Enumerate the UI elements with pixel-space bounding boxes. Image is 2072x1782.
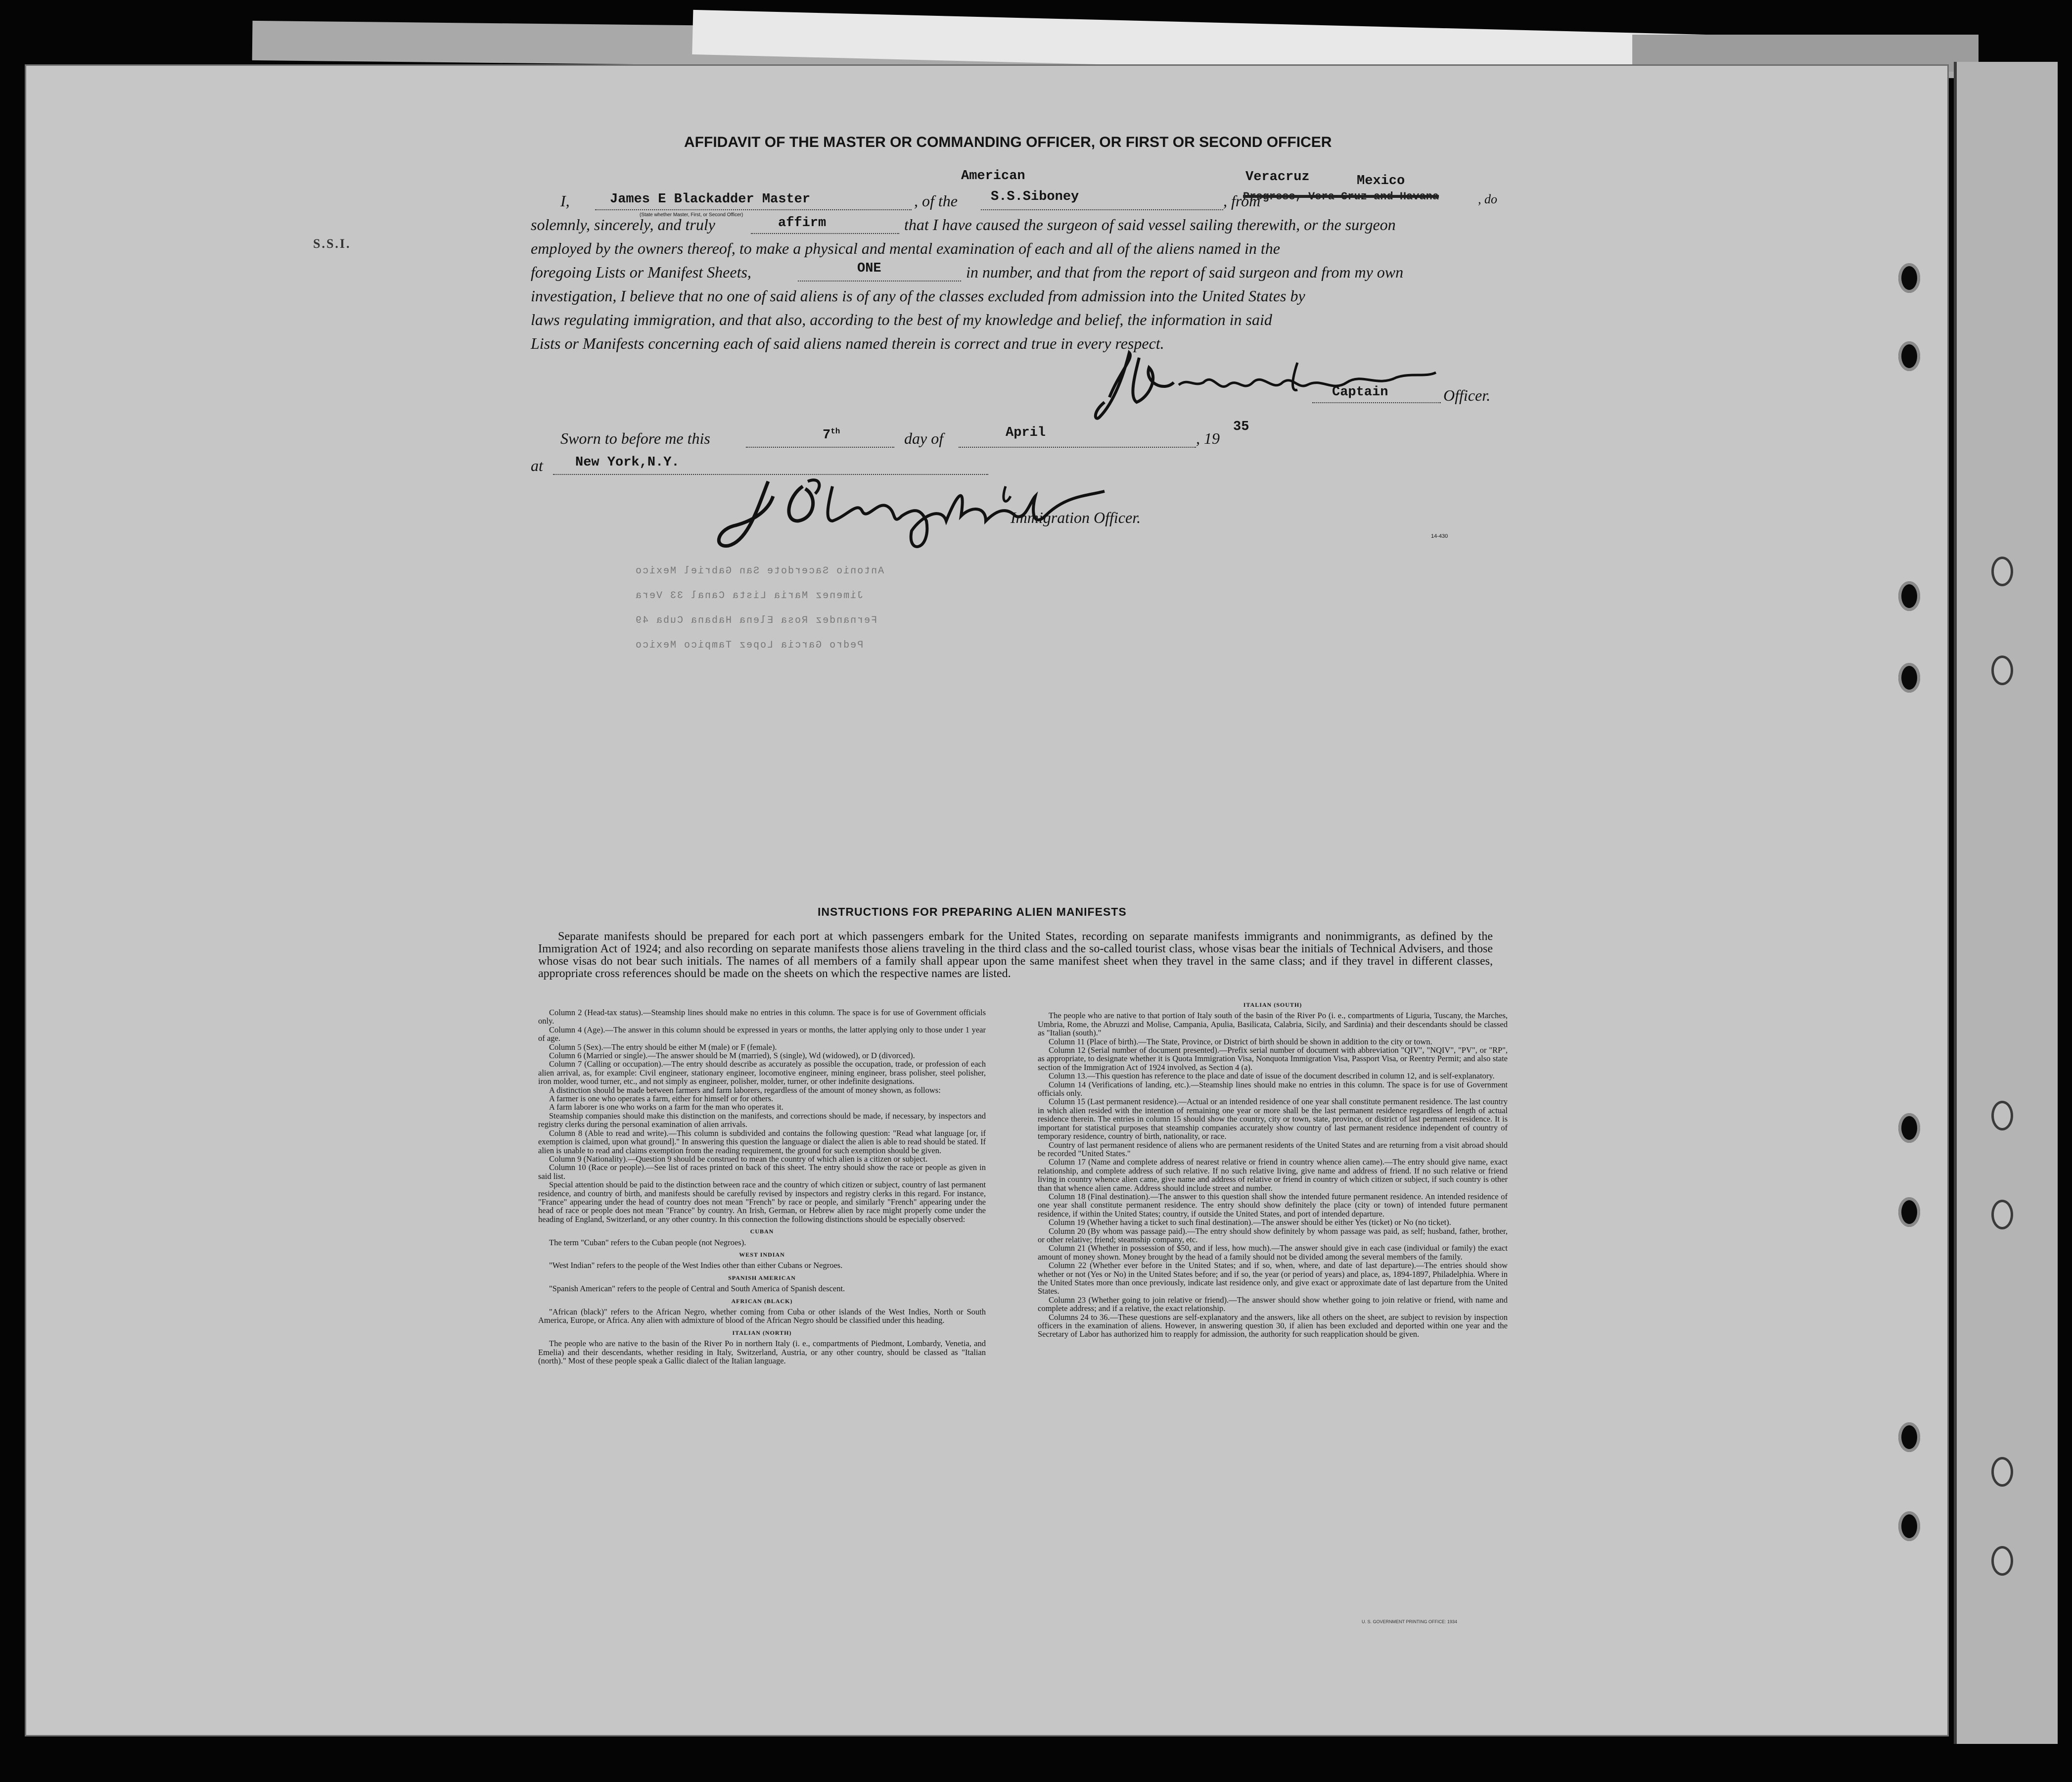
day-underline [746, 447, 894, 448]
day-value [823, 427, 840, 443]
right-para: Column 14 (Verifications of landing, etc.).—Steamship lines should make no entries in this column. The space is for use of Government officials only. [1038, 1079, 1508, 1098]
right-para: Column 20 (By whom was passage paid).—The entry should show definitely by whom passage was paid, as self; husband, father, brother, or other relative; friend; steamship company, etc. [1038, 1226, 1508, 1244]
of-the-label: , of the [914, 192, 958, 210]
binder-ring [1991, 656, 2013, 685]
binder-spine [1954, 62, 2058, 1744]
day-suffix: th [830, 427, 840, 436]
pre-name: I, [560, 192, 570, 210]
oath-value: affirm [778, 216, 827, 231]
bleedthrough-line-2: Jimenez Maria Lista Canal 33 Vera [635, 590, 864, 602]
right-para: Column 23 (Whether going to join relative or friend).—The answer should show whether going to join relative or friend, with name and complete address; and if a relative, the exact relationship. [1038, 1295, 1508, 1313]
instructions-right-column [1038, 1001, 1508, 1339]
left-para: A distinction should be made between farmers and farm laborers, regardless of the amount of money shown, as follows: [549, 1085, 941, 1095]
left-para: Column 8 (Able to read and write).—This column is subdivided and contains the following question: "Read what language [or, if exemption is claimed, upon what ground]." In answering this question the language or dialect the alien is able to read should be stated. If alien is unable to read and claims exemption from the reading requirement, the ground for such exemption should be given. [538, 1128, 986, 1155]
manifest-sheet [25, 64, 1949, 1736]
vessel-underline [981, 209, 1223, 210]
margin-mark: S.S.I. [313, 236, 351, 251]
port-value-2: Mexico [1357, 174, 1405, 188]
left-para: Special attention should be paid to the distinction between race and the country of which citizen or subject, country of last permanent residence, and country of birth, and manifests should be carefully revised by inspectors and registry clerks in this regard. For instance, "France" appearing under the head of country does not mean "French" by race or people, and similarly "French" appearing under the head of race or people does not mean "France" by country. An Irish, German, or Hebrew alien by race might properly come under the heading of England, Switzerland, or any other country. In this connection the following distinctions should be especially observed: [538, 1180, 986, 1224]
binder-ring [1991, 1546, 2013, 1576]
name-underline [595, 209, 912, 210]
right-para: Country of last permanent residence of aliens who are permanent residents of the United States and are returning from a visit abroad should be recorded "United States." [1038, 1140, 1508, 1158]
punch-hole [1898, 1511, 1920, 1541]
spanish-american-heading: SPANISH AMERICAN [728, 1274, 796, 1281]
at-label: at [531, 457, 543, 474]
officer-label: Officer. [1443, 386, 1491, 404]
month-value: April [1006, 425, 1046, 440]
nationality-value: American [961, 169, 1025, 184]
binder-ring [1991, 1457, 2013, 1487]
italian-south-heading: ITALIAN (SOUTH) [1243, 1001, 1302, 1008]
rank-hint: (State whether Master, First, or Second Officer) [640, 212, 743, 218]
sheets-value: ONE [857, 261, 881, 276]
spanish-american-text: "Spanish American" refers to the people of Central and South America of Spanish descent. [549, 1284, 845, 1294]
african-text: "African (black)" refers to the African Negro, whether coming from Cuba or other islands of the West Indies, North or South America, Europe, or Africa. Any alien with admixture of blood of the African Negro should be classified under this heading. [538, 1307, 986, 1325]
month-underline [959, 447, 1196, 448]
day-of-label: day of [904, 429, 944, 447]
west-indian-heading: WEST INDIAN [739, 1251, 785, 1258]
west-indian-text: "West Indian" refers to the people of the West Indies other than either Cubans or Negroes. [549, 1261, 843, 1270]
master-name: James E Blackadder Master [610, 192, 811, 207]
place-value: New York,N.Y. [575, 455, 680, 470]
do-label: , do [1478, 192, 1497, 206]
officer-rank: Captain [1332, 385, 1388, 400]
year-prefix: , 19 [1196, 429, 1220, 447]
right-para: Column 19 (Whether having a ticket to such final destination).—The answer should be either Yes (ticket) or No (no ticket). [1049, 1218, 1451, 1227]
affidavit-line3: employed by the owners thereof, to make a physical and mental examination of each and all of the aliens named in the [531, 239, 1280, 257]
bleedthrough-line-1: Antonio Sacerdote San Gabriel Mexico [635, 565, 884, 577]
from-label: , from [1223, 192, 1261, 210]
left-para: Column 5 (Sex).—The entry should be either M (male) or F (female). [549, 1042, 777, 1052]
instructions-intro: Separate manifests should be prepared for each port at which passengers embark for the United States, recording on separate manifests immigrants and nonimmigrants, as defined by the Immigration Act of 1924; and also recording on separate manifests those aliens traveling in the third class and the so-called tourist class, whose visas bear the initials of Technical Advisers, and those whose visas do not bear such initials. The names of all members of a family shall appear upon the same manifest sheet when they travel in the same class; and if they travel in different classes, appropriate cross references should be made on the sheets on which the respective names are listed. [538, 930, 1493, 980]
port-value-1: Veracruz [1245, 170, 1310, 185]
cuban-text: The term "Cuban" refers to the Cuban people (not Negroes). [549, 1237, 746, 1247]
right-para: The people who are native to that portion of Italy south of the basin of the River Po (i. e., compartments of Liguria, Tuscany, the Marches, Umbria, Rome, the Abruzzi and Molise, Campania, Apulia, Basilicata, Calabria, Sicily, and Sardinia) and their descendants should be classed as "Italian (south)." [1038, 1011, 1508, 1038]
immigration-officer-label: Immigration Officer. [1011, 509, 1141, 526]
instructions-left-column [538, 1008, 986, 1365]
punch-hole [1898, 341, 1920, 371]
left-para: Column 6 (Married or single).—The answer should be M (married), S (single), Wd (widowed), or D (divorced). [549, 1051, 915, 1061]
master-signature [1090, 343, 1446, 427]
italian-north-heading: ITALIAN (NORTH) [732, 1329, 792, 1336]
bleedthrough-line-4: Pedro Garcia Lopez Tampico Mexico [635, 640, 864, 651]
cuban-heading: CUBAN [750, 1228, 774, 1235]
right-para: Columns 24 to 36.—These questions are self-explanatory and the answers, like all others on the sheet, are subject to revision by inspection officers in the examination of aliens. However, in answering question 30, if alien has been excluded and deported within one year and the Secretary of Labor has authorized him to reapply for admission, the authority for such reapplication should be given. [1038, 1312, 1508, 1339]
left-para: Column 9 (Nationality).—Question 9 should be construed to mean the country of which alien is a citizen or subject. [549, 1154, 928, 1164]
affidavit-line7: Lists or Manifests concerning each of said aliens named therein is correct and true in every respect. [531, 334, 1164, 352]
right-para: Column 12 (Serial number of document presented).—Prefix serial number of document with abbreviation "QIV", "NQIV", "PV", or "RP", as appropriate, to designate whether it is Quota Immigration Visa, Nonquota Immigration Visa, Passport Visa, or Reentry Permit; and also state section of the Immigration Act of 1924 involved, as Section 4 (a). [1038, 1045, 1508, 1072]
vessel-name: S.S.Siboney [991, 189, 1079, 204]
printer-note: U. S. GOVERNMENT PRINTING OFFICE: 1934 [1362, 1619, 1457, 1624]
bleedthrough-line-3: Fernandez Rosa Elena Habana Cuba 49 [635, 615, 877, 626]
left-para: A farm laborer is one who works on a farm for the man who operates it. [549, 1102, 783, 1112]
year-value: 35 [1233, 420, 1249, 434]
line4-post: in number, and that from the report of said surgeon and from my own [966, 263, 1404, 281]
punch-hole [1898, 581, 1920, 611]
punch-hole [1898, 1197, 1920, 1227]
left-para: Steamship companies should make this distinction on the manifests, and corrections should be made, if necessary, by inspectors and registry clerks during the personal examination of alien arrivals. [538, 1111, 986, 1129]
port-struck: Progreso, Vera Cruz and Havana [1243, 190, 1439, 203]
left-para: A farmer is one who operates a farm, either for himself or for others. [549, 1094, 774, 1104]
punch-hole [1898, 663, 1920, 693]
affidavit-line5: investigation, I believe that no one of said aliens is of any of the classes excluded from admission into the United States by [531, 287, 1305, 305]
left-para: Column 4 (Age).—The answer in this column should be expressed in years or months, the latter applying only to those under 1 year of age. [538, 1025, 986, 1043]
african-heading: AFRICAN (BLACK) [731, 1297, 793, 1305]
right-para: Column 15 (Last permanent residence).—Actual or an intended residence of one year shall constitute permanent residence. The last country in which alien resided with the intention of remaining one year or more shall be the last permanent residence regardless of length of actual residence therein. The entries in column 15 should show the country, city or town, state, province, or district of last permanent residence. It is important for statistical purposes that steamship companies accurately show country of last permanent residence independent of country of temporary residence, country of birth, nationality, or race. [1038, 1097, 1508, 1141]
affidavit-line6: laws regulating immigration, and that also, according to the best of my knowledge and belief, the information in said [531, 311, 1272, 328]
right-para: Column 11 (Place of birth).—The State, Province, or District of birth should be shown in addition to the city or town. [1049, 1036, 1432, 1046]
left-para: Column 7 (Calling or occupation).—The entry should describe as accurately as possible the occupation, trade, or profession of each alien arrival, as, for example: Civil engineer, stationary engineer, locomotive engineer, mining engineer, brass polisher, steel polisher, iron molder, wood turner, etc., and not simply as engineer, polisher, molder, turner, or other indefinite designations. [538, 1059, 986, 1086]
right-para: Column 13.—This question has reference to the place and date of issue of the document described in column 12, and is self-explanatory. [1049, 1071, 1495, 1081]
day-number: 7 [823, 428, 831, 443]
line2-post: that I have caused the surgeon of said vessel sailing therewith, or the surgeon [904, 216, 1396, 234]
right-para: Column 21 (Whether in possession of $50, and if less, how much).—The answer should give in each case (individual or family) the exact amount of money shown. Money brought by the head of a family should not be divided among the several members of the family. [1038, 1243, 1508, 1262]
punch-hole [1898, 1422, 1920, 1452]
binder-ring [1991, 1200, 2013, 1229]
left-para: Column 10 (Race or people).—See list of races printed on back of this sheet. The entry should show the race or people as given in said list. [538, 1163, 986, 1181]
binder-ring [1991, 557, 2013, 586]
form-number: 14-430 [1431, 533, 1448, 539]
punch-hole [1898, 1113, 1920, 1143]
punch-hole [1898, 263, 1920, 293]
line2-pre: solemnly, sincerely, and truly [531, 216, 715, 234]
right-para: Column 18 (Final destination).—The answer to this question shall show the intended future permanent residence. An intended residence of one year shall constitute permanent residence. The entry should show definitely the place (city or town) of intended future permanent residence, if within the United States; country, if outside the United States, and port of intended departure. [1038, 1191, 1508, 1219]
affidavit-title: AFFIDAVIT OF THE MASTER OR COMMANDING OFFICER, OR FIRST OR SECOND OFFICER [684, 134, 1332, 150]
binder-ring [1991, 1101, 2013, 1130]
sworn-pre: Sworn to before me this [560, 429, 710, 447]
instructions-title: INSTRUCTIONS FOR PREPARING ALIEN MANIFESTS [818, 905, 1127, 918]
line4-pre: foregoing Lists or Manifest Sheets, [531, 263, 751, 281]
right-para: Column 22 (Whether ever before in the United States; and if so, when, where, and date of last departure).—The entries should show whether or not (Yes or No) in the United States before; and if so, the year (or period of years) and place, as, 1894-1897, Philadelphia. Where in the United States more than once previously, indicate last residence only, and give exact or approximate date of last departure from the United States. [1038, 1261, 1508, 1296]
italian-north-text: The people who are native to the basin of the River Po in northern Italy (i. e., compartments of Piedmont, Lombardy, Venetia, and Emelia) and their descendants, whether residing in Italy, Switzerland, Austria, or any other country, should be classed as "Italian (north)." Most of these people speak a Gallic dialect of the Italian language. [538, 1339, 986, 1366]
right-para: Column 17 (Name and complete address of nearest relative or friend in country whence alien came).—The entry should give name, exact relationship, and complete address of such relative. If no such relative living, give name and address of friend. If no such relative or friend living in country whence alien came, give name and address of relative or friend in country of which citizen or subject, if such country is other than that whence alien came. Address should include street and number. [1038, 1157, 1508, 1193]
left-para: Column 2 (Head-tax status).—Steamship lines should make no entries in this column. The space is for use of Government officials only. [538, 1008, 986, 1026]
oath-underline [751, 233, 899, 234]
officer-underline [1312, 402, 1441, 403]
